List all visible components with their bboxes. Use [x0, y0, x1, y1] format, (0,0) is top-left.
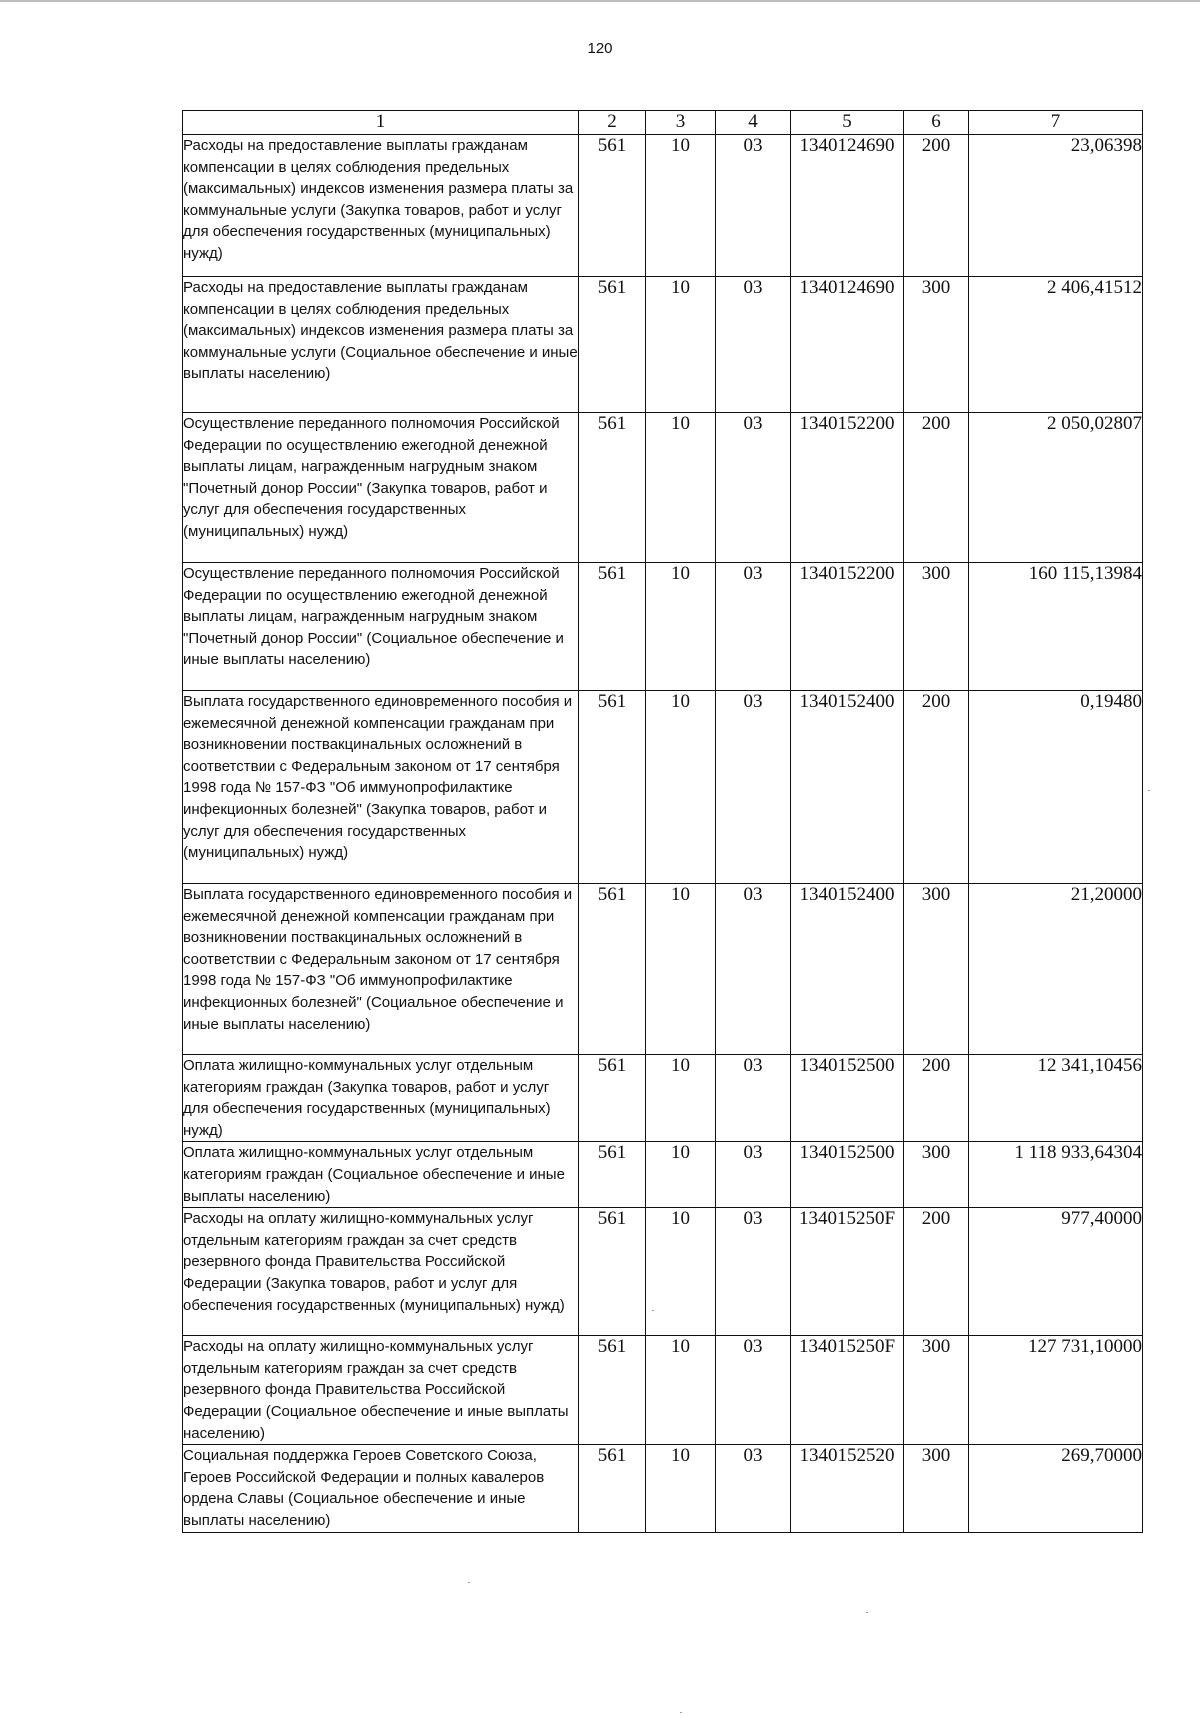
table-row — [183, 563, 1143, 691]
budget-table — [182, 110, 1143, 1533]
row-description: Осуществление переданного полномочия Российской Федерации по осуществлению ежегодной денежной выплаты лицам, награжденным нагрудным знаком "Почетный донор России" (Закупка товаров, работ и услуг для обеспечения государственных (муниципальных) нужд) — [183, 413, 579, 563]
row-col-2: 561 — [579, 277, 646, 413]
row-col-6: 300 — [904, 563, 969, 691]
row-col-4: 03 — [716, 1208, 791, 1336]
header-col-1: 1 — [183, 111, 579, 135]
row-col-3: 10 — [646, 1445, 716, 1532]
scan-speck — [1148, 790, 1150, 791]
scan-speck — [468, 1582, 470, 1583]
row-col-3: 10 — [646, 1142, 716, 1208]
page-number: 120 — [587, 40, 613, 57]
row-amount: 21,20000 — [969, 884, 1143, 1055]
row-col-4: 03 — [716, 1055, 791, 1142]
table-row — [183, 1445, 1143, 1532]
row-col-6: 200 — [904, 413, 969, 563]
row-col-5: 1340124690 — [791, 135, 904, 277]
row-col-6: 200 — [904, 1055, 969, 1142]
table-row — [183, 1142, 1143, 1208]
row-col-4: 03 — [716, 1142, 791, 1208]
table-row — [183, 1336, 1143, 1445]
table-row — [183, 691, 1143, 884]
header-row — [183, 111, 1143, 135]
row-col-4: 03 — [716, 691, 791, 884]
row-col-4: 03 — [716, 277, 791, 413]
scan-speck — [680, 1712, 682, 1713]
row-col-5: 1340152200 — [791, 563, 904, 691]
row-amount: 2 406,41512 — [969, 277, 1143, 413]
row-col-6: 200 — [904, 1208, 969, 1336]
header-col-4: 4 — [716, 111, 791, 135]
row-col-2: 561 — [579, 563, 646, 691]
row-description: Оплата жилищно-коммунальных услуг отдельным категориям граждан (Социальное обеспечение и иные выплаты населению) — [183, 1142, 579, 1208]
row-col-2: 561 — [579, 1445, 646, 1532]
header-col-7: 7 — [969, 111, 1143, 135]
row-description: Осуществление переданного полномочия Российской Федерации по осуществлению ежегодной денежной выплаты лицам, награжденным нагрудным знаком "Почетный донор России" (Социальное обеспечение и иные выплаты населению) — [183, 563, 579, 691]
row-col-2: 561 — [579, 1336, 646, 1445]
row-description: Расходы на оплату жилищно-коммунальных услуг отдельным категориям граждан за счет средств резервного фонда Правительства Российской Федерации (Социальное обеспечение и иные выплаты населению) — [183, 1336, 579, 1445]
row-col-3: 10 — [646, 135, 716, 277]
row-col-6: 300 — [904, 277, 969, 413]
row-col-3: 10 — [646, 1336, 716, 1445]
row-col-3: 10 — [646, 884, 716, 1055]
row-description: Расходы на предоставление выплаты гражданам компенсации в целях соблюдения предельных (максимальных) индексов изменения размера платы за коммунальные услуги (Социальное обеспечение и иные выплаты населению) — [183, 277, 579, 413]
row-col-3: 10 — [646, 413, 716, 563]
row-col-2: 561 — [579, 691, 646, 884]
row-col-3: 10 — [646, 563, 716, 691]
row-description: Оплата жилищно-коммунальных услуг отдельным категориям граждан (Закупка товаров, работ и услуг для обеспечения государственных (муниципальных) нужд) — [183, 1055, 579, 1142]
row-amount: 1 118 933,64304 — [969, 1142, 1143, 1208]
row-amount: 269,70000 — [969, 1445, 1143, 1532]
table-row — [183, 277, 1143, 413]
scan-speck — [866, 1612, 868, 1613]
row-amount: 977,40000 — [969, 1208, 1143, 1336]
scan-top-edge — [0, 0, 1200, 2]
row-col-5: 1340152500 — [791, 1055, 904, 1142]
row-col-5: 1340152520 — [791, 1445, 904, 1532]
row-col-3: 10 — [646, 277, 716, 413]
table-row — [183, 1208, 1143, 1336]
row-amount: 0,19480 — [969, 691, 1143, 884]
row-description: Расходы на предоставление выплаты гражданам компенсации в целях соблюдения предельных (максимальных) индексов изменения размера платы за коммунальные услуги (Закупка товаров, работ и услуг для обеспечения государственных (муниципальных) нужд) — [183, 135, 579, 277]
row-col-6: 200 — [904, 135, 969, 277]
row-col-5: 1340152200 — [791, 413, 904, 563]
table-row — [183, 413, 1143, 563]
row-amount: 160 115,13984 — [969, 563, 1143, 691]
row-col-3: 10 — [646, 1208, 716, 1336]
row-col-2: 561 — [579, 884, 646, 1055]
row-col-5: 134015250F — [791, 1336, 904, 1445]
row-col-3: 10 — [646, 1055, 716, 1142]
row-col-5: 1340152500 — [791, 1142, 904, 1208]
table-row — [183, 884, 1143, 1055]
row-col-6: 300 — [904, 1142, 969, 1208]
row-description: Социальная поддержка Героев Советского Союза, Героев Российской Федерации и полных кавалеров ордена Славы (Социальное обеспечение и иные выплаты населению) — [183, 1445, 579, 1532]
row-col-4: 03 — [716, 413, 791, 563]
row-col-6: 200 — [904, 691, 969, 884]
row-col-6: 300 — [904, 1336, 969, 1445]
header-col-2: 2 — [579, 111, 646, 135]
row-col-4: 03 — [716, 563, 791, 691]
row-amount: 12 341,10456 — [969, 1055, 1143, 1142]
row-col-6: 300 — [904, 884, 969, 1055]
header-col-6: 6 — [904, 111, 969, 135]
table-row — [183, 135, 1143, 277]
scan-speck — [652, 1310, 654, 1311]
row-col-6: 300 — [904, 1445, 969, 1532]
row-col-2: 561 — [579, 1142, 646, 1208]
row-col-2: 561 — [579, 413, 646, 563]
row-col-5: 1340152400 — [791, 691, 904, 884]
row-col-5: 1340124690 — [791, 277, 904, 413]
row-amount: 23,06398 — [969, 135, 1143, 277]
row-col-4: 03 — [716, 135, 791, 277]
header-col-5: 5 — [791, 111, 904, 135]
row-col-4: 03 — [716, 1445, 791, 1532]
row-amount: 2 050,02807 — [969, 413, 1143, 563]
row-description: Расходы на оплату жилищно-коммунальных услуг отдельным категориям граждан за счет средств резервного фонда Правительства Российской Федерации (Закупка товаров, работ и услуг для обеспечения государственных (муниципальных) нужд) — [183, 1208, 579, 1336]
row-description: Выплата государственного единовременного пособия и ежемесячной денежной компенсации гражданам при возникновении поствакцинальных осложнений в соответствии с Федеральным законом от 17 сентября 1998 года № 157-ФЗ "Об иммунопрофилактике инфекционных болезней" (Закупка товаров, работ и услуг для обеспечения государственных (муниципальных) нужд) — [183, 691, 579, 884]
row-col-4: 03 — [716, 1336, 791, 1445]
row-amount: 127 731,10000 — [969, 1336, 1143, 1445]
row-description: Выплата государственного единовременного пособия и ежемесячной денежной компенсации гражданам при возникновении поствакцинальных осложнений в соответствии с Федеральным законом от 17 сентября 1998 года № 157-ФЗ "Об иммунопрофилактике инфекционных болезней" (Социальное обеспечение и иные выплаты населению) — [183, 884, 579, 1055]
row-col-2: 561 — [579, 135, 646, 277]
row-col-5: 134015250F — [791, 1208, 904, 1336]
header-col-3: 3 — [646, 111, 716, 135]
row-col-2: 561 — [579, 1208, 646, 1336]
row-col-3: 10 — [646, 691, 716, 884]
row-col-4: 03 — [716, 884, 791, 1055]
row-col-5: 1340152400 — [791, 884, 904, 1055]
table-row — [183, 1055, 1143, 1142]
row-col-2: 561 — [579, 1055, 646, 1142]
